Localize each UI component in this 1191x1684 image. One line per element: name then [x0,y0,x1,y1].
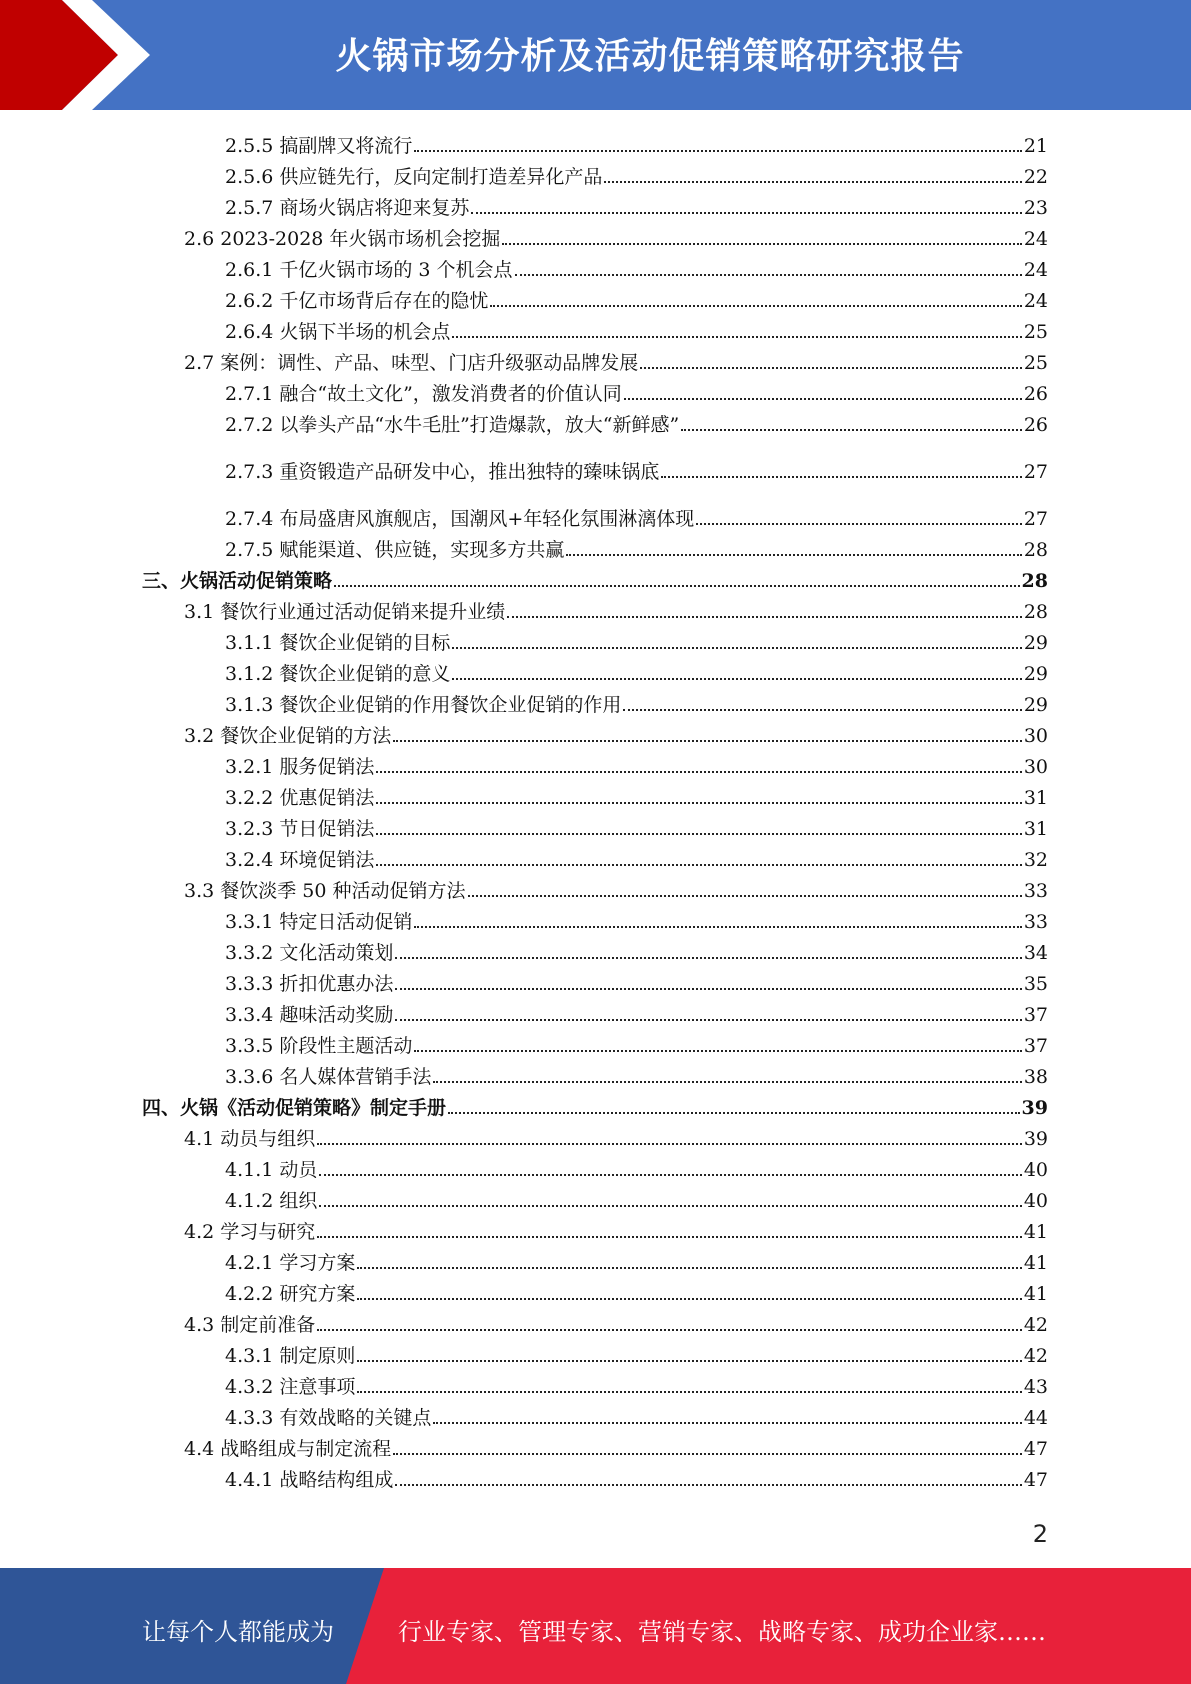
toc-dot-leader [317,1236,1022,1238]
toc-entry[interactable] [225,656,1048,686]
toc-entry[interactable] [225,904,1048,934]
toc-entry-page: 33 [1023,911,1048,933]
toc-entry-title: 3.2.1 服务促销法 [225,756,375,778]
toc-entry[interactable] [225,454,1048,484]
toc-entry-title: 4.2 学习与研究 [184,1221,316,1243]
toc-dot-leader [357,1360,1021,1362]
toc-entry-title: 3.2.2 优惠促销法 [225,787,375,809]
toc-entry[interactable] [225,1059,1048,1089]
toc-dot-leader [433,1081,1021,1083]
toc-entry[interactable] [184,1121,1048,1151]
toc-dot-leader [376,864,1021,866]
toc-dot-leader [468,895,1022,897]
toc-dot-leader [395,1019,1021,1021]
toc-entry-page: 26 [1023,414,1048,436]
toc-entry[interactable] [225,283,1048,313]
toc-entry-page: 41 [1023,1283,1048,1305]
toc-entry-title: 2.7.2 以拳头产品“水牛毛肚”打造爆款，放大“新鲜感” [225,414,680,436]
toc-entry-title: 3.3.2 文化活动策划 [225,942,394,964]
toc-dot-leader [334,585,1020,587]
toc-entry-page: 25 [1023,321,1048,343]
toc-entry[interactable] [184,345,1048,375]
toc-entry[interactable] [225,252,1048,282]
toc-entry-title: 3.1.2 餐饮企业促销的意义 [225,663,451,685]
toc-entry-page: 41 [1023,1221,1048,1243]
toc-entry-page: 28 [1023,539,1048,561]
toc-dot-leader [624,398,1022,400]
toc-entry[interactable] [225,625,1048,655]
toc-entry-title: 三、火锅活动促销策略 [142,570,333,592]
toc-entry-title: 4.4.1 战略结构组成 [225,1469,394,1491]
toc-entry-title: 4.3 制定前准备 [184,1314,316,1336]
toc-entry-page: 39 [1021,1097,1048,1119]
toc-entry-page: 21 [1023,135,1048,157]
page-footer [0,1568,1191,1684]
toc-dot-leader [604,181,1021,183]
toc-entry-page: 44 [1023,1407,1048,1429]
toc-entry[interactable] [225,1183,1048,1213]
toc-entry-title: 3.2 餐饮企业促销的方法 [184,725,392,747]
toc-entry[interactable] [225,811,1048,841]
toc-dot-leader [566,554,1021,556]
toc-dot-leader [395,988,1021,990]
toc-entry[interactable] [225,1400,1048,1430]
toc-dot-leader [515,274,1022,276]
toc-dot-leader [452,336,1021,338]
toc-dot-leader [319,1205,1021,1207]
toc-dot-leader [452,647,1021,649]
toc-dot-leader [357,1391,1021,1393]
toc-entry-title: 2.6.1 千亿火锅市场的 3 个机会点 [225,259,513,281]
toc-entry-title: 四、火锅《活动促销策略》制定手册 [142,1097,447,1119]
toc-dot-leader [623,709,1021,711]
toc-entry[interactable] [225,1369,1048,1399]
toc-entry-page: 43 [1023,1376,1048,1398]
toc-entry-title: 3.1.1 餐饮企业促销的目标 [225,632,451,654]
toc-dot-leader [393,740,1022,742]
toc-entry-page: 28 [1021,570,1048,592]
toc-entry-page: 24 [1023,259,1048,281]
toc-dot-leader [507,616,1022,618]
toc-entry[interactable] [225,687,1048,717]
toc-entry-page: 25 [1023,352,1048,374]
toc-dot-leader [640,367,1022,369]
toc-entry[interactable] [225,1462,1048,1492]
toc-entry[interactable] [184,1307,1048,1337]
toc-entry[interactable] [184,1431,1048,1461]
toc-entry-page: 27 [1023,508,1048,530]
toc-dot-leader [696,523,1022,525]
footer-slogan-left: 让每个人都能成为 [142,1618,334,1646]
toc-entry-page: 27 [1023,461,1048,483]
toc-entry[interactable] [225,159,1048,189]
toc-entry-title: 2.7.5 赋能渠道、供应链，实现多方共赢 [225,539,565,561]
toc-entry-title: 4.2.1 学习方案 [225,1252,356,1274]
toc-entry[interactable] [184,594,1048,624]
toc-entry-title: 3.1 餐饮行业通过活动促销来提升业绩 [184,601,506,623]
toc-entry-title: 4.1.2 组织 [225,1190,318,1212]
toc-entry[interactable] [225,314,1048,344]
toc-entry-page: 41 [1023,1252,1048,1274]
toc-entry[interactable] [184,873,1048,903]
toc-entry-page: 24 [1023,228,1048,250]
toc-entry-page: 24 [1023,290,1048,312]
toc-entry-title: 3.3.3 折扣优惠办法 [225,973,394,995]
toc-entry[interactable] [184,718,1048,748]
toc-entry-page: 32 [1023,849,1048,871]
toc-entry-title: 3.3 餐饮淡季 50 种活动促销方法 [184,880,466,902]
toc-entry-title: 4.1 动员与组织 [184,1128,316,1150]
toc-entry-title: 4.3.3 有效战略的关键点 [225,1407,432,1429]
toc-entry-title: 2.7.3 重资锻造产品研发中心，推出独特的臻味锅底 [225,461,660,483]
toc-entry-title: 4.1.1 动员 [225,1159,318,1181]
toc-dot-leader [490,305,1021,307]
toc-entry[interactable] [225,749,1048,779]
footer-slogan-right: 行业专家、管理专家、营销专家、战略专家、成功企业家…… [398,1618,1046,1646]
toc-dot-leader [376,833,1021,835]
toc-entry-page: 39 [1023,1128,1048,1150]
toc-entry-page: 40 [1023,1190,1048,1212]
toc-entry-title: 3.3.4 趣味活动奖励 [225,1004,394,1026]
toc-entry-title: 2.6.4 火锅下半场的机会点 [225,321,451,343]
toc-entry[interactable] [142,1090,1048,1120]
toc-dot-leader [357,1298,1021,1300]
toc-entry-page: 23 [1023,197,1048,219]
toc-dot-leader [395,1484,1021,1486]
toc-entry[interactable] [225,190,1048,220]
toc-entry-page: 30 [1023,756,1048,778]
toc-dot-leader [376,771,1021,773]
toc-dot-leader [376,802,1021,804]
toc-entry-title: 2.6.2 千亿市场背后存在的隐忧 [225,290,489,312]
toc-entry[interactable] [225,1028,1048,1058]
toc-entry[interactable] [225,935,1048,965]
toc-dot-leader [317,1143,1022,1145]
toc-entry-title: 4.3.2 注意事项 [225,1376,356,1398]
toc-dot-leader [414,1050,1021,1052]
toc-entry[interactable] [225,1152,1048,1182]
toc-dot-leader [393,1453,1022,1455]
toc-entry-page: 28 [1023,601,1048,623]
toc-entry[interactable] [184,221,1048,251]
page-number: 2 [1032,1520,1048,1548]
toc-dot-leader [502,243,1021,245]
toc-entry[interactable] [225,1276,1048,1306]
toc-dot-leader [681,429,1022,431]
toc-entry-page: 34 [1023,942,1048,964]
toc-entry-page: 33 [1023,880,1048,902]
toc-dot-leader [448,1112,1020,1114]
toc-entry-title: 3.3.5 阶段性主题活动 [225,1035,413,1057]
toc-entry-page: 47 [1023,1438,1048,1460]
toc-entry-title: 2.5.5 搞副牌又将流行 [225,135,413,157]
toc-entry-title: 3.3.6 名人媒体营销手法 [225,1066,432,1088]
toc-entry-page: 42 [1023,1314,1048,1336]
toc-entry-title: 2.6 2023-2028 年火锅市场机会挖掘 [184,228,501,250]
toc-entry[interactable] [142,563,1048,593]
toc-entry[interactable] [225,966,1048,996]
toc-entry-page: 31 [1023,818,1048,840]
toc-entry-page: 38 [1023,1066,1048,1088]
toc-entry-page: 30 [1023,725,1048,747]
toc-dot-leader [433,1422,1021,1424]
toc-entry-title: 4.4 战略组成与制定流程 [184,1438,392,1460]
toc-entry-title: 4.3.1 制定原则 [225,1345,356,1367]
toc-entry-title: 3.1.3 餐饮企业促销的作用餐饮企业促销的作用 [225,694,622,716]
toc-entry-title: 2.7.4 布局盛唐风旗舰店，国潮风+年轻化氛围淋漓体现 [225,508,695,530]
toc-entry[interactable] [225,1338,1048,1368]
toc-entry-title: 2.7 案例：调性、产品、味型、门店升级驱动品牌发展 [184,352,639,374]
toc-dot-leader [357,1267,1021,1269]
toc-entry-page: 29 [1023,663,1048,685]
toc-entry-page: 22 [1023,166,1048,188]
toc-dot-leader [661,476,1021,478]
toc-entry[interactable] [225,780,1048,810]
toc-entry-page: 26 [1023,383,1048,405]
toc-dot-leader [414,926,1021,928]
toc-dot-leader [319,1174,1021,1176]
toc-dot-leader [414,150,1021,152]
toc-entry[interactable] [225,128,1048,158]
toc-entry-title: 3.2.3 节日促销法 [225,818,375,840]
toc-entry-page: 29 [1023,632,1048,654]
document-title: 火锅市场分析及活动促销策略研究报告 [335,36,965,77]
toc-entry-page: 40 [1023,1159,1048,1181]
toc-dot-leader [317,1329,1022,1331]
toc-entry[interactable] [184,1214,1048,1244]
toc-entry-page: 35 [1023,973,1048,995]
toc-entry-title: 4.2.2 研究方案 [225,1283,356,1305]
toc-entry-title: 2.5.6 供应链先行，反向定制打造差异化产品 [225,166,603,188]
toc-dot-leader [395,957,1021,959]
toc-entry[interactable] [225,1245,1048,1275]
toc-entry-page: 47 [1023,1469,1048,1491]
toc-entry-page: 37 [1023,1035,1048,1057]
toc-entry-title: 3.2.4 环境促销法 [225,849,375,871]
toc-entry[interactable] [225,532,1048,562]
toc-entry[interactable] [225,501,1048,531]
toc-entry-page: 37 [1023,1004,1048,1026]
toc-entry-title: 3.3.1 特定日活动促销 [225,911,413,933]
toc-entry-title: 2.7.1 融合“故土文化”，激发消费者的价值认同 [225,383,622,405]
toc-entry[interactable] [225,842,1048,872]
toc-dot-leader [452,678,1021,680]
toc-entry-page: 31 [1023,787,1048,809]
toc-entry[interactable] [225,407,1048,437]
toc-entry-title: 2.5.7 商场火锅店将迎来复苏 [225,197,470,219]
toc-entry-page: 29 [1023,694,1048,716]
toc-entry[interactable] [225,997,1048,1027]
toc-dot-leader [471,212,1021,214]
toc-entry[interactable] [225,376,1048,406]
toc-entry-page: 42 [1023,1345,1048,1367]
